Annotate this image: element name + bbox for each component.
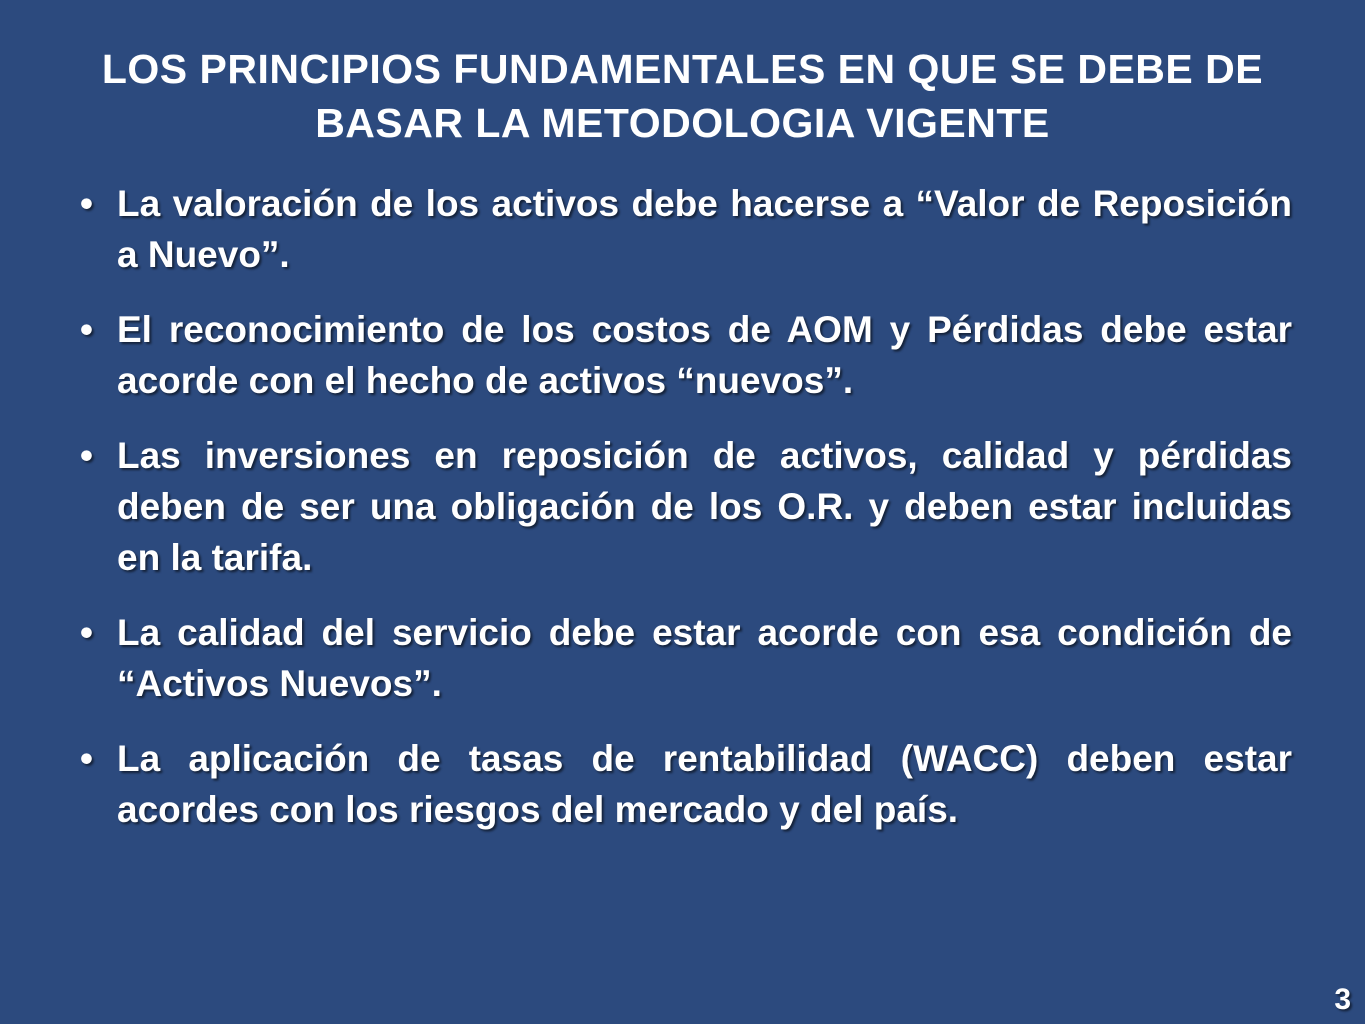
bullet-item-costos-aom: [80, 304, 1292, 406]
bullet-dot-icon: •: [80, 435, 93, 476]
bullet-text: La aplicación de tasas de rentabilidad (WACC) deben estar acordes con los riesgos del mercado y del país.: [117, 738, 1292, 830]
bullet-item-calidad-servicio: [80, 607, 1292, 709]
bullet-dot-icon: •: [80, 612, 93, 653]
bullet-text: La calidad del servicio debe estar acorde con esa condición de “Activos Nuevos”.: [117, 612, 1292, 704]
bullet-text: Las inversiones en reposición de activos, calidad y pérdidas deben de ser una obligación de los O.R. y deben estar incluidas en la tarifa.: [117, 435, 1292, 578]
bullet-text: La valoración de los activos debe hacerse a “Valor de Reposición a Nuevo”.: [117, 183, 1292, 275]
bullet-dot-icon: •: [80, 183, 93, 224]
page-number: 3: [1334, 983, 1351, 1016]
bullet-item-wacc: [80, 733, 1292, 835]
bullet-item-inversiones: [80, 430, 1292, 583]
bullet-dot-icon: •: [80, 738, 93, 779]
bullet-list: [80, 178, 1292, 859]
slide-title: LOS PRINCIPIOS FUNDAMENTALES EN QUE SE DEBE DE BASAR LA METODOLOGIA VIGENTE: [101, 46, 1264, 146]
bullet-dot-icon: •: [80, 309, 93, 350]
bullet-text: El reconocimiento de los costos de AOM y Pérdidas debe estar acorde con el hecho de activos “nuevos”.: [117, 309, 1292, 401]
bullet-item-valoracion-activos: [80, 178, 1292, 280]
